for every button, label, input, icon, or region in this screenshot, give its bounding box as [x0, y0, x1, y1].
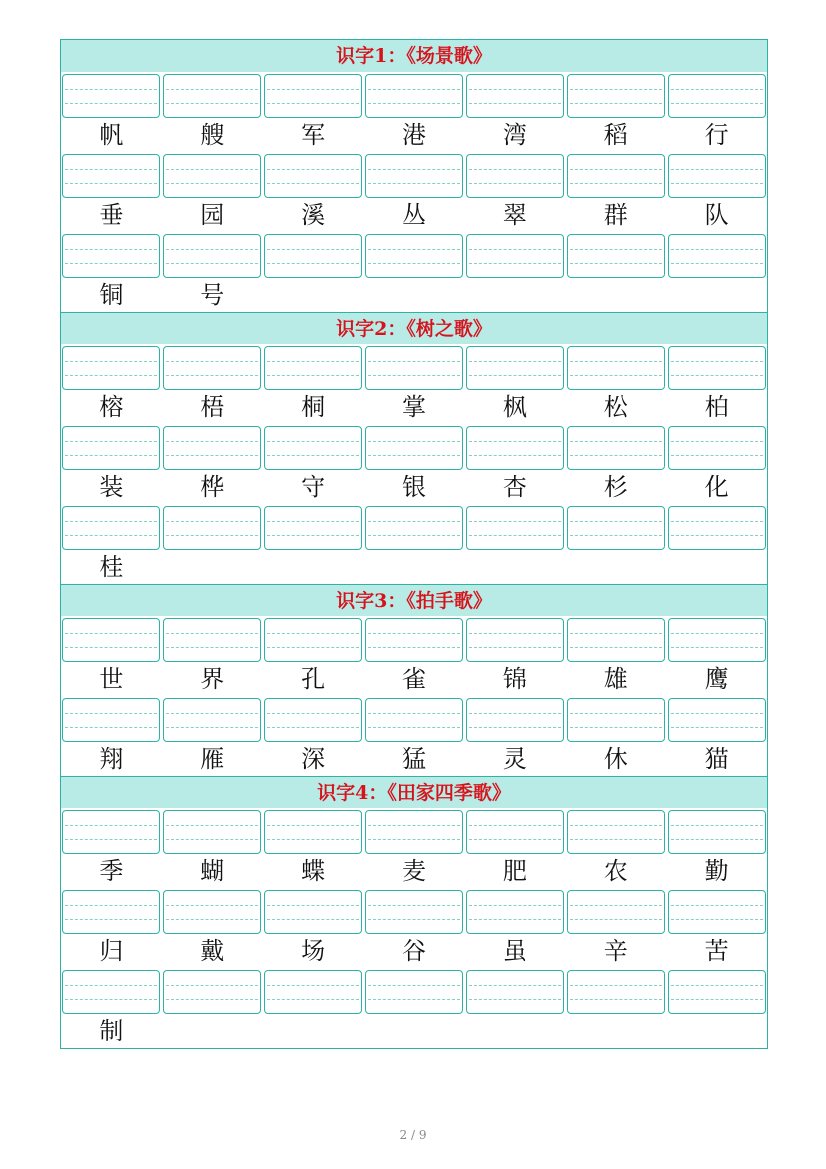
character: 湾	[502, 121, 527, 149]
character: 杏	[502, 473, 527, 501]
pinyin-writing-box[interactable]	[365, 890, 463, 934]
character: 雁	[200, 745, 225, 773]
pinyin-writing-box[interactable]	[163, 618, 261, 662]
character: 虽	[502, 937, 527, 965]
character: 溪	[301, 201, 326, 229]
character-row	[61, 934, 767, 968]
character: 雀	[401, 665, 426, 693]
character: 猛	[401, 745, 426, 773]
character: 猫	[704, 745, 729, 773]
character: 辛	[603, 937, 628, 965]
character: 农	[603, 857, 628, 885]
pinyin-writing-box[interactable]	[264, 346, 362, 390]
character: 行	[704, 121, 729, 149]
character: 苦	[704, 937, 729, 965]
character-row	[61, 278, 767, 312]
character-row	[61, 1014, 767, 1048]
pinyin-row	[61, 504, 767, 550]
character: 铜	[99, 281, 124, 309]
section-title: 识字2：《树之歌》	[61, 312, 767, 344]
section-title: 识字1：《场景歌》	[61, 40, 767, 72]
pinyin-writing-box[interactable]	[466, 618, 564, 662]
character: 勤	[704, 857, 729, 885]
pinyin-row	[61, 616, 767, 662]
pinyin-writing-box[interactable]	[62, 810, 160, 854]
pinyin-row	[61, 344, 767, 390]
character-row	[61, 118, 767, 152]
pinyin-writing-box[interactable]	[365, 234, 463, 278]
pinyin-writing-box[interactable]	[163, 890, 261, 934]
character: 银	[401, 473, 426, 501]
pinyin-writing-box[interactable]	[264, 506, 362, 550]
character: 翔	[99, 745, 124, 773]
character: 季	[99, 857, 124, 885]
pinyin-writing-box[interactable]	[163, 426, 261, 470]
pinyin-writing-box[interactable]	[163, 698, 261, 742]
section-2	[61, 312, 767, 584]
pinyin-writing-box[interactable]	[365, 506, 463, 550]
pinyin-writing-box[interactable]	[668, 346, 766, 390]
pinyin-writing-box[interactable]	[264, 426, 362, 470]
pinyin-writing-box[interactable]	[567, 618, 665, 662]
character: 队	[704, 201, 729, 229]
character: 翠	[502, 201, 527, 229]
character: 雄	[603, 665, 628, 693]
pinyin-row	[61, 424, 767, 470]
pinyin-writing-box[interactable]	[365, 346, 463, 390]
character: 麦	[401, 857, 426, 885]
character: 掌	[401, 393, 426, 421]
pinyin-writing-box[interactable]	[466, 810, 564, 854]
pinyin-writing-box[interactable]	[567, 890, 665, 934]
pinyin-writing-box[interactable]	[466, 890, 564, 934]
pinyin-writing-box[interactable]	[163, 234, 261, 278]
pinyin-writing-box[interactable]	[365, 970, 463, 1014]
character: 桂	[99, 553, 124, 581]
section-title: 识字3：《拍手歌》	[61, 584, 767, 616]
pinyin-writing-box[interactable]	[264, 810, 362, 854]
character: 戴	[200, 937, 225, 965]
pinyin-writing-box[interactable]	[163, 970, 261, 1014]
character: 归	[99, 937, 124, 965]
pinyin-writing-box[interactable]	[567, 234, 665, 278]
pinyin-writing-box[interactable]	[264, 74, 362, 118]
pinyin-writing-box[interactable]	[264, 234, 362, 278]
character: 鹰	[704, 665, 729, 693]
character: 蝶	[301, 857, 326, 885]
character: 制	[99, 1017, 124, 1045]
pinyin-writing-box[interactable]	[466, 970, 564, 1014]
pinyin-writing-box[interactable]	[567, 74, 665, 118]
character-row	[61, 662, 767, 696]
pinyin-writing-box[interactable]	[567, 506, 665, 550]
pinyin-writing-box[interactable]	[264, 154, 362, 198]
pinyin-writing-box[interactable]	[567, 970, 665, 1014]
character: 梧	[200, 393, 225, 421]
pinyin-writing-box[interactable]	[62, 426, 160, 470]
section-4	[61, 776, 767, 1048]
pinyin-writing-box[interactable]	[62, 698, 160, 742]
pinyin-row	[61, 152, 767, 198]
character: 灵	[502, 745, 527, 773]
character: 松	[603, 393, 628, 421]
pinyin-writing-box[interactable]	[668, 618, 766, 662]
pinyin-writing-box[interactable]	[62, 154, 160, 198]
pinyin-writing-box[interactable]	[62, 618, 160, 662]
pinyin-writing-box[interactable]	[567, 810, 665, 854]
character-row	[61, 742, 767, 776]
character: 场	[301, 937, 326, 965]
character: 锦	[502, 665, 527, 693]
pinyin-writing-box[interactable]	[264, 618, 362, 662]
pinyin-writing-box[interactable]	[264, 698, 362, 742]
pinyin-writing-box[interactable]	[365, 426, 463, 470]
pinyin-writing-box[interactable]	[668, 970, 766, 1014]
pinyin-row	[61, 888, 767, 934]
pinyin-writing-box[interactable]	[466, 426, 564, 470]
character: 休	[603, 745, 628, 773]
character: 世	[99, 665, 124, 693]
character: 军	[301, 121, 326, 149]
character: 稻	[603, 121, 628, 149]
pinyin-writing-box[interactable]	[365, 154, 463, 198]
character: 装	[99, 473, 124, 501]
character: 桐	[301, 393, 326, 421]
character: 柏	[704, 393, 729, 421]
pinyin-writing-box[interactable]	[668, 810, 766, 854]
character: 桦	[200, 473, 225, 501]
pinyin-writing-box[interactable]	[62, 346, 160, 390]
pinyin-writing-box[interactable]	[163, 74, 261, 118]
worksheet	[60, 39, 768, 1049]
pinyin-row	[61, 232, 767, 278]
character: 杉	[603, 473, 628, 501]
pinyin-row	[61, 696, 767, 742]
character: 丛	[401, 201, 426, 229]
character: 深	[301, 745, 326, 773]
character: 榕	[99, 393, 124, 421]
character: 化	[704, 473, 729, 501]
character: 港	[401, 121, 426, 149]
pinyin-writing-box[interactable]	[62, 506, 160, 550]
pinyin-writing-box[interactable]	[365, 618, 463, 662]
character-row	[61, 854, 767, 888]
pinyin-writing-box[interactable]	[567, 154, 665, 198]
character-row	[61, 470, 767, 504]
section-1	[61, 40, 767, 312]
pinyin-writing-box[interactable]	[668, 74, 766, 118]
pinyin-writing-box[interactable]	[365, 810, 463, 854]
pinyin-row	[61, 72, 767, 118]
section-title: 识字4：《田家四季歌》	[61, 776, 767, 808]
pinyin-writing-box[interactable]	[62, 234, 160, 278]
character: 艘	[200, 121, 225, 149]
character: 界	[200, 665, 225, 693]
pinyin-writing-box[interactable]	[668, 506, 766, 550]
pinyin-row	[61, 968, 767, 1014]
pinyin-writing-box[interactable]	[163, 154, 261, 198]
character: 蝴	[200, 857, 225, 885]
pinyin-writing-box[interactable]	[567, 426, 665, 470]
pinyin-writing-box[interactable]	[668, 426, 766, 470]
pinyin-writing-box[interactable]	[62, 74, 160, 118]
character: 帆	[99, 121, 124, 149]
character-row	[61, 198, 767, 232]
pinyin-row	[61, 808, 767, 854]
character: 孔	[301, 665, 326, 693]
pinyin-writing-box[interactable]	[62, 970, 160, 1014]
pinyin-writing-box[interactable]	[466, 346, 564, 390]
page-number: 2 / 9	[399, 1128, 427, 1142]
character: 号	[200, 281, 225, 309]
character-row	[61, 550, 767, 584]
pinyin-writing-box[interactable]	[264, 890, 362, 934]
character: 垂	[99, 201, 124, 229]
pinyin-writing-box[interactable]	[365, 698, 463, 742]
pinyin-writing-box[interactable]	[466, 74, 564, 118]
character: 守	[301, 473, 326, 501]
character: 园	[200, 201, 225, 229]
pinyin-writing-box[interactable]	[567, 698, 665, 742]
pinyin-writing-box[interactable]	[163, 346, 261, 390]
pinyin-writing-box[interactable]	[466, 506, 564, 550]
pinyin-writing-box[interactable]	[668, 234, 766, 278]
character: 枫	[502, 393, 527, 421]
pinyin-writing-box[interactable]	[62, 890, 160, 934]
character: 群	[603, 201, 628, 229]
pinyin-writing-box[interactable]	[668, 154, 766, 198]
pinyin-writing-box[interactable]	[466, 154, 564, 198]
pinyin-writing-box[interactable]	[365, 74, 463, 118]
pinyin-writing-box[interactable]	[163, 506, 261, 550]
pinyin-writing-box[interactable]	[668, 890, 766, 934]
pinyin-writing-box[interactable]	[264, 970, 362, 1014]
character: 肥	[502, 857, 527, 885]
character-row	[61, 390, 767, 424]
pinyin-writing-box[interactable]	[567, 346, 665, 390]
pinyin-writing-box[interactable]	[466, 234, 564, 278]
character: 谷	[401, 937, 426, 965]
pinyin-writing-box[interactable]	[163, 810, 261, 854]
pinyin-writing-box[interactable]	[466, 698, 564, 742]
section-3	[61, 584, 767, 776]
pinyin-writing-box[interactable]	[668, 698, 766, 742]
